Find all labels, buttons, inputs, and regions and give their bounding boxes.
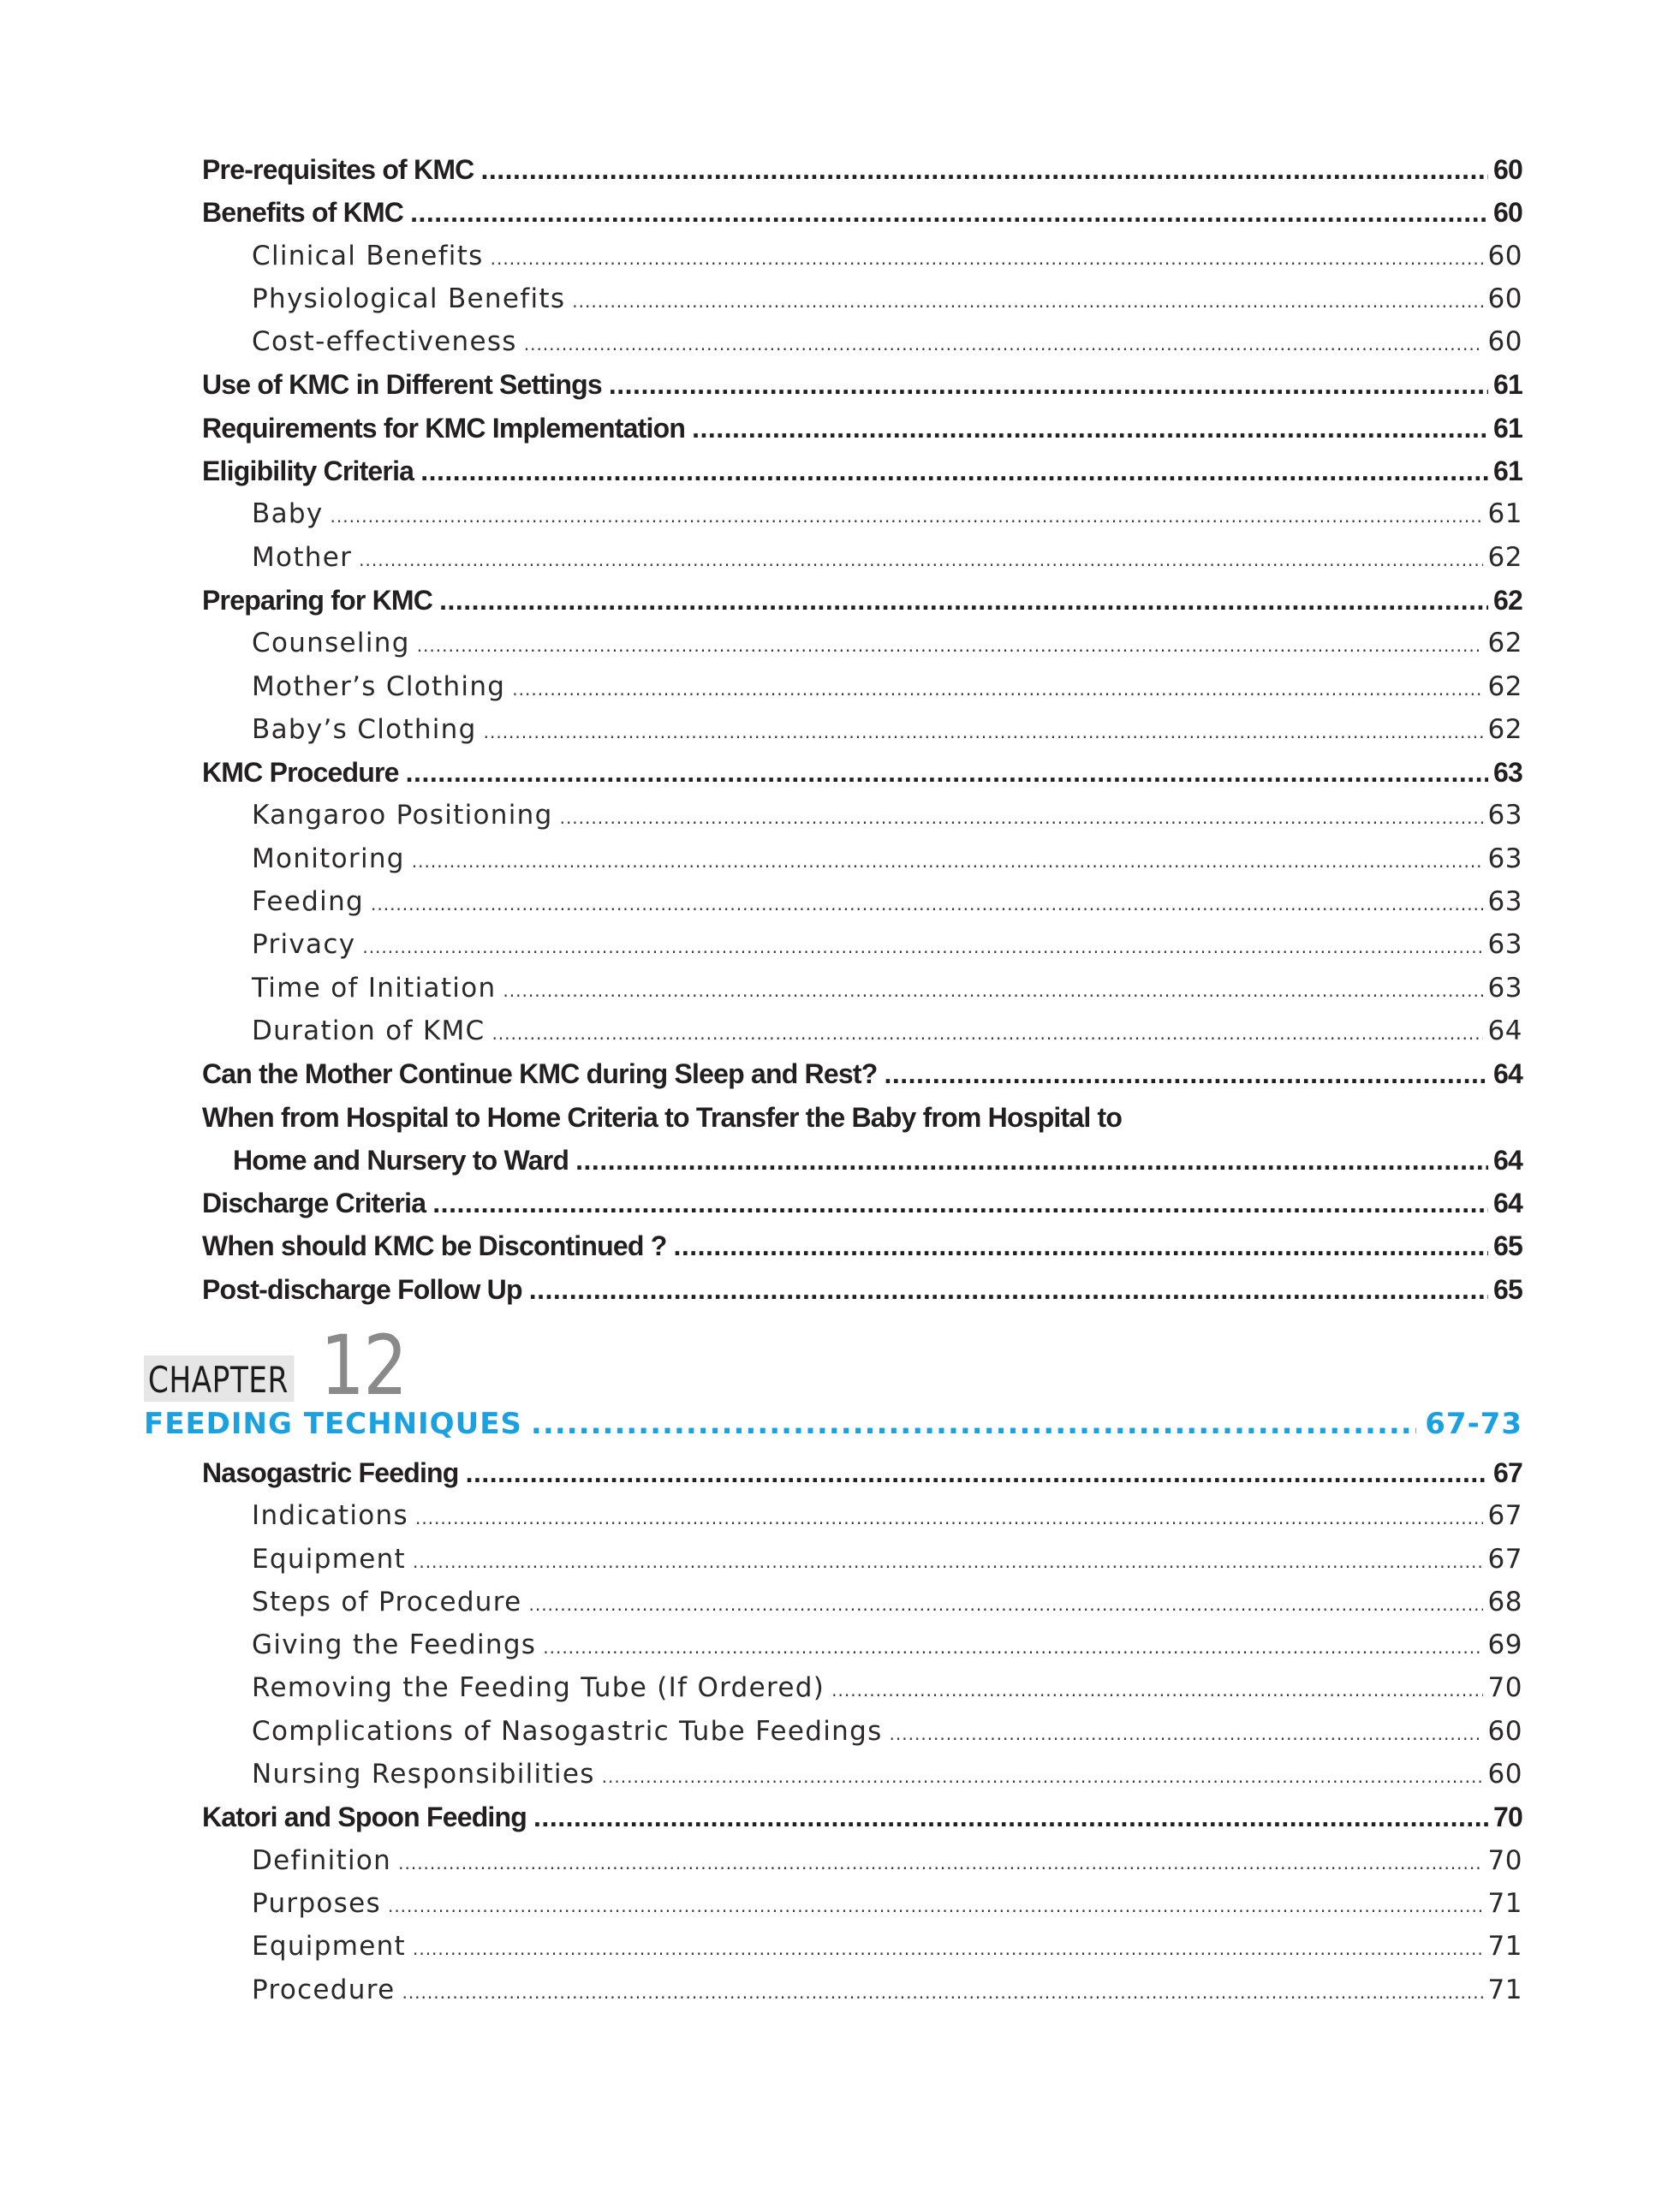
toc-subentry[interactable]: [202, 708, 1522, 751]
toc-subentry-page: 70: [1487, 1844, 1522, 1876]
toc-subentry-title: Privacy: [252, 929, 356, 961]
toc-subentry[interactable]: [202, 967, 1522, 1010]
chapter-heading: [144, 1318, 421, 1414]
toc-leader-dots: [512, 668, 1482, 711]
toc-entry-page: 70: [1493, 1802, 1522, 1833]
toc-section-upper: [202, 148, 1522, 1311]
toc-subentry-title: Physiological Benefits: [252, 283, 566, 314]
toc-leader-dots: [692, 407, 1488, 450]
toc-leader-dots: [529, 1268, 1488, 1311]
toc-subentry[interactable]: [202, 665, 1522, 708]
toc-subentry-title: Purposes: [252, 1887, 381, 1919]
toc-leader-dots: [466, 1451, 1488, 1494]
toc-leader-dots: [359, 539, 1482, 581]
toc-subentry-title: Removing the Feeding Tube (If Ordered): [252, 1672, 825, 1704]
toc-subentry[interactable]: [202, 536, 1522, 579]
toc-subentry-title: Duration of KMC: [252, 1015, 486, 1046]
chapter-label: CHAPTER: [144, 1355, 294, 1402]
toc-subentry-title: Mother’s Clothing: [252, 670, 506, 702]
toc-leader-dots: [533, 1796, 1488, 1838]
toc-leader-dots: [398, 1842, 1482, 1885]
toc-leader-dots: [420, 450, 1488, 492]
toc-subentry[interactable]: [202, 1710, 1522, 1753]
toc-leader-dots: [524, 323, 1483, 366]
toc-entry-title: Can the Mother Continue KMC during Sleep and Rest?: [202, 1058, 878, 1090]
toc-section-lower: [202, 1451, 1522, 2011]
toc-subentry-page: 63: [1487, 843, 1522, 874]
toc-leader-dots: [531, 1407, 1416, 1441]
toc-subentry-title: Procedure: [252, 1974, 396, 2005]
toc-subentry[interactable]: [202, 794, 1522, 837]
toc-subentry-title: Steps of Procedure: [252, 1586, 522, 1617]
toc-subentry[interactable]: [202, 277, 1522, 320]
toc-leader-dots: [503, 969, 1482, 1012]
toc-subentry-page: 70: [1487, 1672, 1522, 1704]
toc-entry-page: 64: [1493, 1058, 1522, 1090]
toc-subentry[interactable]: [202, 1623, 1522, 1666]
toc-subentry-page: 60: [1487, 326, 1522, 358]
toc-entry[interactable]: [202, 579, 1522, 622]
toc-leader-dots: [491, 237, 1483, 280]
toc-leader-dots: [432, 1182, 1488, 1224]
toc-subentry-title: Baby: [252, 498, 324, 530]
toc-leader-dots: [371, 883, 1483, 926]
toc-subentry-page: 62: [1487, 670, 1522, 702]
toc-subentry[interactable]: [202, 320, 1522, 363]
toc-subentry[interactable]: [202, 923, 1522, 966]
toc-subentry-page: 71: [1487, 1887, 1522, 1919]
toc-entry[interactable]: [202, 407, 1522, 450]
toc-subentry-title: Giving the Feedings: [252, 1629, 537, 1661]
toc-subentry-page: 67: [1487, 1543, 1522, 1575]
toc-leader-dots: [413, 1540, 1483, 1583]
toc-subentry[interactable]: [202, 1581, 1522, 1623]
toc-entry-title: Use of KMC in Different Settings: [202, 369, 602, 401]
toc-subentry[interactable]: [202, 1010, 1522, 1052]
toc-subentry-page: 60: [1487, 283, 1522, 314]
toc-subentry-page: 60: [1487, 240, 1522, 271]
toc-subentry-page: 71: [1487, 1931, 1522, 1963]
toc-entry-page: 60: [1493, 154, 1522, 185]
toc-leader-dots: [491, 1012, 1482, 1055]
toc-entry-title: KMC Procedure: [202, 757, 399, 789]
toc-leader-dots: [439, 579, 1488, 622]
toc-subentry-title: Equipment: [252, 1543, 406, 1575]
toc-subentry-title: Monitoring: [252, 843, 405, 874]
toc-subentry[interactable]: [202, 1538, 1522, 1581]
toc-entry[interactable]: [202, 1182, 1522, 1224]
toc-subentry[interactable]: [202, 1494, 1522, 1537]
toc-entry-continuation[interactable]: [202, 1139, 1522, 1182]
toc-entry-page: 60: [1493, 197, 1522, 229]
toc-leader-dots: [480, 148, 1488, 191]
toc-leader-dots: [410, 191, 1488, 234]
toc-leader-dots: [831, 1669, 1482, 1712]
toc-subentry[interactable]: [202, 1882, 1522, 1925]
toc-entry-page: 61: [1493, 412, 1522, 444]
toc-leader-dots: [673, 1224, 1488, 1267]
toc-leader-dots: [602, 1755, 1483, 1798]
toc-entry-page: 62: [1493, 584, 1522, 616]
toc-entry-title: Requirements for KMC Implementation: [202, 412, 686, 444]
chapter-title: FEEDING TECHNIQUES: [144, 1407, 522, 1441]
toc-entry[interactable]: [202, 1796, 1522, 1838]
toc-leader-dots: [890, 1712, 1483, 1755]
toc-subentry-title: Clinical Benefits: [252, 240, 484, 271]
toc-subentry-page: 60: [1487, 1759, 1522, 1790]
toc-subentry-title: Complications of Nasogastric Tube Feedings: [252, 1715, 883, 1747]
toc-subentry-page: 63: [1487, 929, 1522, 961]
toc-subentry[interactable]: [202, 622, 1522, 664]
toc-leader-dots: [402, 1971, 1482, 2014]
toc-subentry[interactable]: [202, 492, 1522, 535]
toc-subentry-page: 68: [1487, 1586, 1522, 1617]
chapter-title-entry[interactable]: [144, 1407, 1522, 1441]
toc-leader-dots: [572, 280, 1482, 323]
toc-subentry-page: 62: [1487, 541, 1522, 573]
toc-entry[interactable]: [202, 751, 1522, 794]
toc-subentry-page: 67: [1487, 1500, 1522, 1532]
toc-leader-dots: [528, 1583, 1482, 1626]
toc-subentry-title: Counseling: [252, 628, 410, 659]
toc-leader-dots: [415, 1497, 1483, 1540]
toc-entry-title: Pre-requisites of KMC: [202, 154, 474, 185]
chapter-number: 12: [319, 1318, 407, 1414]
toc-entry-page: 65: [1493, 1230, 1522, 1262]
toc-subentry-title: Mother: [252, 541, 353, 573]
toc-subentry[interactable]: [202, 1839, 1522, 1882]
toc-subentry-title: Equipment: [252, 1931, 406, 1963]
toc-entry-title: Home and Nursery to Ward: [233, 1144, 569, 1176]
toc-entry-page: 64: [1493, 1188, 1522, 1219]
toc-entry-title: Katori and Spoon Feeding: [202, 1802, 527, 1833]
toc-leader-dots: [484, 711, 1483, 754]
toc-subentry-title: Baby’s Clothing: [252, 713, 477, 745]
toc-leader-dots: [362, 926, 1482, 968]
chapter-page-range: 67-73: [1425, 1407, 1522, 1441]
toc-leader-dots: [560, 796, 1483, 839]
toc-entry-page: 61: [1493, 369, 1522, 401]
toc-leader-dots: [609, 363, 1488, 406]
toc-subentry[interactable]: [202, 1969, 1522, 2011]
toc-entry-title: Preparing for KMC: [202, 584, 433, 616]
toc-subentry-page: 69: [1487, 1629, 1522, 1661]
toc-entry[interactable]: [202, 1451, 1522, 1494]
toc-entry[interactable]: [202, 148, 1522, 191]
toc-entry-title: When from Hospital to Home Criteria to Transfer the Baby from Hospital to: [202, 1101, 1123, 1133]
toc-leader-dots: [575, 1139, 1488, 1182]
toc-subentry[interactable]: [202, 1666, 1522, 1709]
toc-leader-dots: [884, 1052, 1488, 1095]
toc-subentry-page: 71: [1487, 1974, 1522, 2005]
toc-subentry-page: 62: [1487, 713, 1522, 745]
toc-entry-title: Eligibility Criteria: [202, 456, 414, 487]
toc-entry[interactable]: [202, 1052, 1522, 1095]
toc-subentry-title: Nursing Responsibilities: [252, 1759, 595, 1790]
toc-leader-dots: [388, 1885, 1483, 1927]
toc-subentry-page: 63: [1487, 972, 1522, 1004]
toc-entry-page: 61: [1493, 456, 1522, 487]
toc-subentry[interactable]: [202, 235, 1522, 277]
toc-subentry-title: Indications: [252, 1500, 408, 1532]
toc-subentry-page: 62: [1487, 628, 1522, 659]
toc-leader-dots: [331, 495, 1483, 538]
toc-subentry[interactable]: [202, 1925, 1522, 1968]
toc-subentry-page: 63: [1487, 886, 1522, 918]
toc-subentry-title: Kangaroo Positioning: [252, 800, 553, 831]
toc-entry-page: 65: [1493, 1273, 1522, 1305]
toc-entry[interactable]: [202, 450, 1522, 492]
toc-entry[interactable]: [202, 191, 1522, 234]
toc-entry-wrapped-first-line[interactable]: [202, 1096, 1522, 1139]
toc-leader-dots: [543, 1626, 1482, 1669]
toc-entry[interactable]: [202, 363, 1522, 406]
toc-leader-dots: [413, 1927, 1483, 1970]
toc-subentry-title: Feeding: [252, 886, 364, 918]
toc-leader-dots: [417, 624, 1483, 667]
toc-entry-title: Nasogastric Feeding: [202, 1457, 459, 1488]
toc-subentry[interactable]: [202, 880, 1522, 923]
toc-leader-dots: [412, 840, 1483, 883]
toc-subentry[interactable]: [202, 1753, 1522, 1796]
toc-subentry-page: 63: [1487, 800, 1522, 831]
toc-subentry-title: Time of Initiation: [252, 972, 497, 1004]
toc-entry-title: When should KMC be Discontinued ?: [202, 1230, 667, 1262]
toc-subentry-title: Definition: [252, 1844, 392, 1876]
toc-subentry-title: Cost-effectiveness: [252, 326, 517, 358]
toc-entry-title: Benefits of KMC: [202, 197, 404, 229]
toc-leader-dots: [406, 751, 1488, 794]
toc-entry-title: Post-discharge Follow Up: [202, 1273, 522, 1305]
toc-subentry-page: 64: [1487, 1015, 1522, 1046]
toc-subentry[interactable]: [202, 837, 1522, 880]
toc-entry-page: 64: [1493, 1144, 1522, 1176]
toc-entry-page: 67: [1493, 1457, 1522, 1488]
toc-subentry-page: 61: [1487, 498, 1522, 530]
toc-subentry-page: 60: [1487, 1715, 1522, 1747]
toc-entry-page: 63: [1493, 757, 1522, 789]
toc-entry[interactable]: [202, 1224, 1522, 1267]
toc-entry-title: Discharge Criteria: [202, 1188, 426, 1219]
toc-entry[interactable]: [202, 1268, 1522, 1311]
